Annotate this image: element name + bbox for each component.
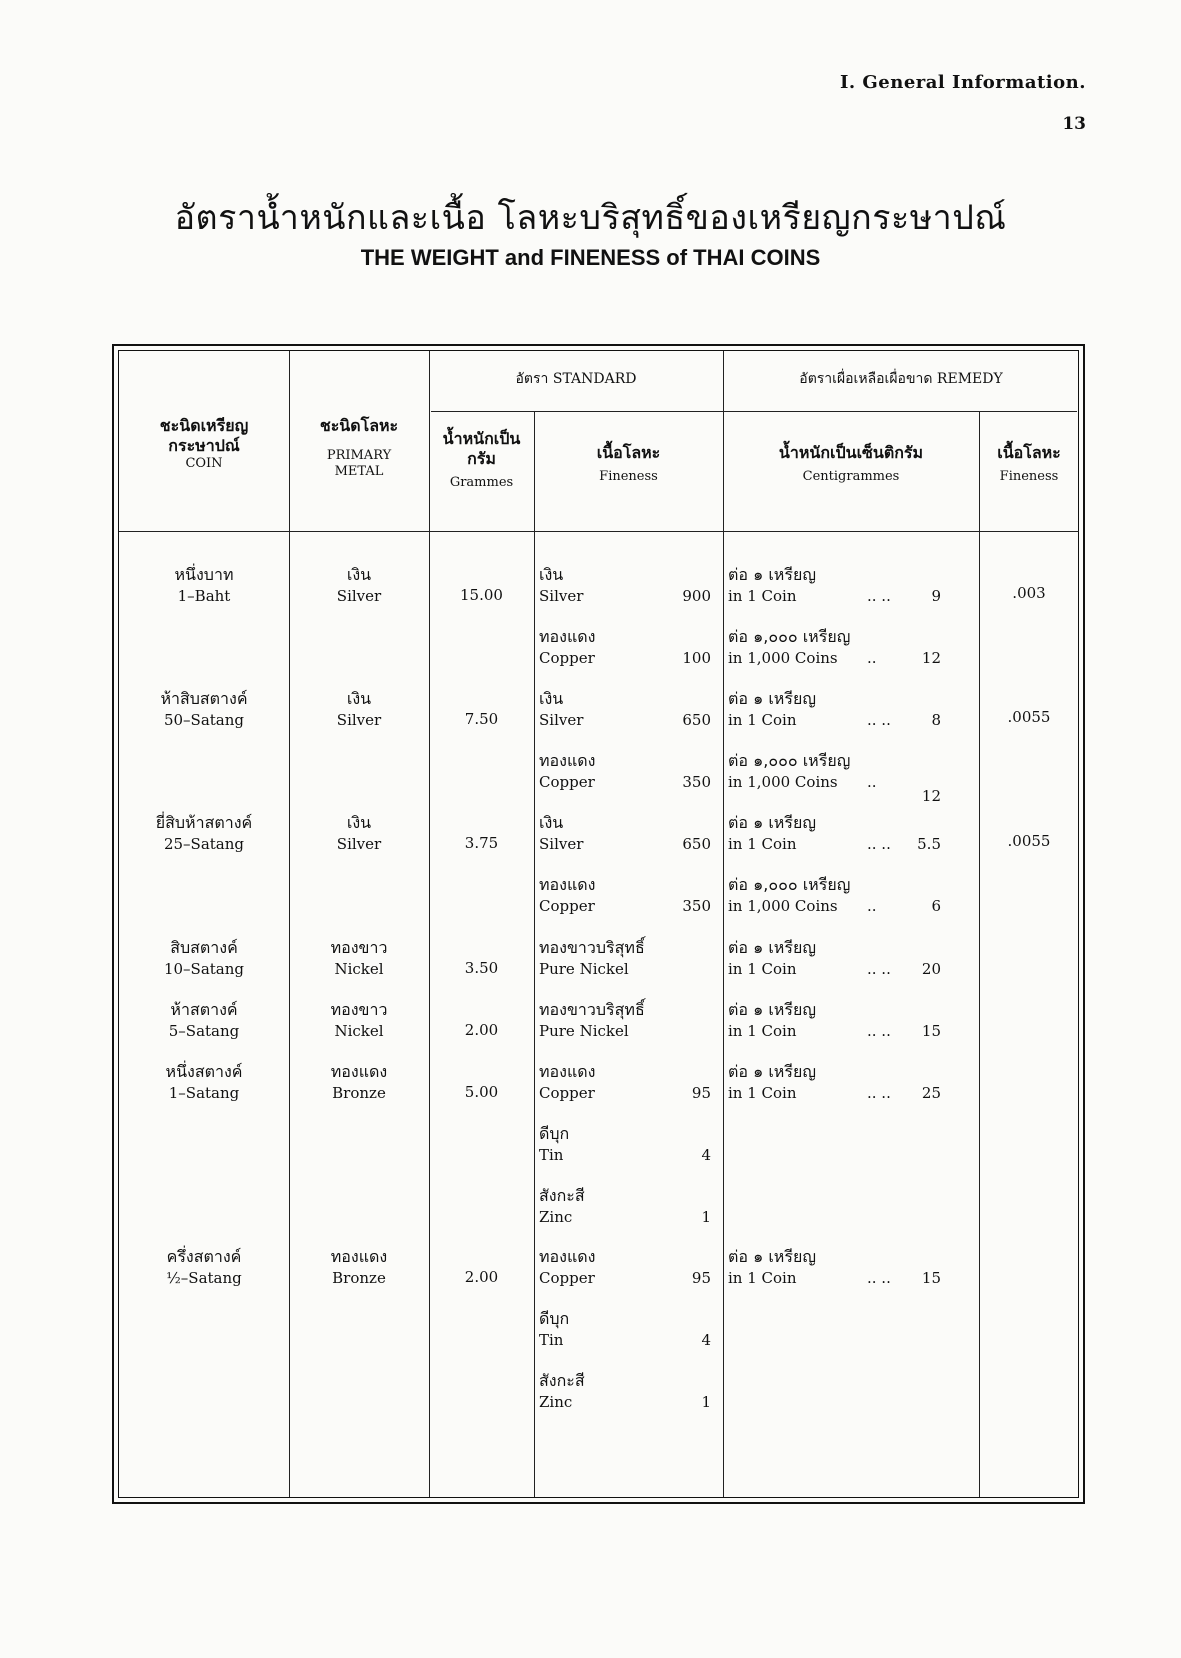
metal-cell <box>289 936 429 981</box>
remedy-fineness-value: .0055 <box>1007 832 1051 850</box>
remedy-entry <box>728 687 878 732</box>
fineness-metal-thai: ทองแดง <box>539 1062 596 1081</box>
fineness-entry <box>539 936 689 981</box>
remedy-weight-value: 20 <box>921 960 941 978</box>
remedy-entry <box>728 1245 878 1290</box>
coin-header: COIN <box>185 456 223 471</box>
standard-header: อัตรา STANDARD <box>515 371 637 387</box>
table-row <box>119 1060 289 1105</box>
rem-fineness-header: Fineness <box>999 469 1059 484</box>
fineness-metal: Silver <box>539 587 584 606</box>
remedy-per-thai: ต่อ ๑ เหรียญ <box>728 1247 816 1266</box>
remedy-weight-value: 8 <box>931 711 941 729</box>
fineness-metal: Copper <box>539 773 595 792</box>
fineness-value: 100 <box>682 649 711 667</box>
metal-cell <box>289 811 429 856</box>
table-row <box>119 687 289 732</box>
leader-dots: .. .. <box>867 711 891 729</box>
metal-name: Nickel <box>334 1022 384 1041</box>
coin-name: 1–Satang <box>168 1084 240 1103</box>
fineness-metal-thai: ทองแดง <box>539 1247 596 1266</box>
remedy-per: in 1,000 Coins <box>728 649 838 668</box>
fineness-metal-thai: ทองแดง <box>539 875 596 894</box>
remedy-per-thai: ต่อ ๑ เหรียญ <box>728 938 816 957</box>
fineness-metal: Zinc <box>539 1393 573 1412</box>
metal-name: Bronze <box>332 1084 386 1103</box>
fineness-metal: Copper <box>539 897 595 916</box>
metal-thai: ทองขาว <box>330 1000 388 1019</box>
coin-header-thai: ชะนิดเหรียญ กระษาปณ์ <box>159 416 249 455</box>
remedy-weight-value: 5.5 <box>917 835 941 853</box>
rem-weight-header: Centigrammes <box>802 469 900 484</box>
leader-dots: .. .. <box>867 1084 891 1102</box>
remedy-weight-value: 15 <box>921 1022 941 1040</box>
metal-name: Nickel <box>334 960 384 979</box>
fineness-entry <box>539 998 689 1043</box>
fineness-metal-thai: เงิน <box>539 689 564 708</box>
grammes-value: 3.50 <box>464 959 499 977</box>
leader-dots: .. .. <box>867 960 891 978</box>
grammes-value: 2.00 <box>464 1021 499 1039</box>
std-weight-header: Grammes <box>449 475 514 490</box>
fineness-value: 95 <box>691 1084 711 1102</box>
table-row <box>119 563 289 608</box>
remedy-per-thai: ต่อ ๑,๐๐๐ เหรียญ <box>728 627 851 646</box>
fineness-value: 1 <box>701 1208 711 1226</box>
metal-cell <box>289 1060 429 1105</box>
fineness-metal: Pure Nickel <box>539 960 629 979</box>
coin-name: 50–Satang <box>163 711 245 730</box>
fineness-value: 95 <box>691 1269 711 1287</box>
fineness-value: 4 <box>701 1331 711 1349</box>
fineness-value: 1 <box>701 1393 711 1411</box>
coin-name: 10–Satang <box>163 960 245 979</box>
fineness-metal: Copper <box>539 649 595 668</box>
fineness-metal: Pure Nickel <box>539 1022 629 1041</box>
remedy-entry <box>728 811 878 856</box>
fineness-metal-thai: สังกะสี <box>539 1186 585 1205</box>
remedy-fineness-value: .003 <box>1012 584 1046 602</box>
remedy-per-thai: ต่อ ๑ เหรียญ <box>728 565 816 584</box>
remedy-weight-value: 12 <box>921 787 941 805</box>
page-title: THE WEIGHT and FINENESS of THAI COINS <box>360 245 821 270</box>
fineness-metal-thai: ดีบุก <box>539 1309 570 1328</box>
remedy-entry <box>728 625 878 670</box>
leader-dots: .. .. <box>867 835 891 853</box>
metal-name: Silver <box>336 835 382 854</box>
fineness-metal-thai: ดีบุก <box>539 1124 570 1143</box>
fineness-metal: Silver <box>539 711 584 730</box>
remedy-entry <box>728 998 878 1043</box>
grammes-value: 5.00 <box>464 1083 499 1101</box>
metal-thai: ทองแดง <box>330 1062 388 1081</box>
std-fineness-header-thai: เนื้อโลหะ <box>596 443 661 462</box>
remedy-entry <box>728 1060 878 1105</box>
metal-thai: เงิน <box>346 813 372 832</box>
remedy-per-thai: ต่อ ๑,๐๐๐ เหรียญ <box>728 875 851 894</box>
rem-fineness-header-thai: เนื้อโลหะ <box>997 443 1061 462</box>
remedy-per: in 1 Coin <box>728 960 797 979</box>
coin-name-thai: ห้าสตางค์ <box>170 1000 238 1019</box>
rem-weight-header-thai: น้ำหนักเป็นเซ็นติกรัม <box>778 443 924 462</box>
remedy-weight-value: 6 <box>931 897 941 915</box>
fineness-metal: Copper <box>539 1269 595 1288</box>
fineness-metal: Tin <box>539 1146 564 1165</box>
remedy-entry <box>728 563 878 608</box>
fineness-value: 650 <box>682 711 711 729</box>
remedy-per: in 1 Coin <box>728 711 797 730</box>
leader-dots: .. .. <box>867 1269 891 1287</box>
coin-name-thai: หนึ่งสตางค์ <box>165 1062 243 1081</box>
fineness-metal-thai: เงิน <box>539 565 564 584</box>
remedy-per: in 1 Coin <box>728 1084 797 1103</box>
fineness-value: 650 <box>682 835 711 853</box>
metal-cell <box>289 687 429 732</box>
coin-name-thai: ยี่สิบห้าสตางค์ <box>155 813 253 832</box>
remedy-per-thai: ต่อ ๑ เหรียญ <box>728 1062 816 1081</box>
remedy-weight-value: 12 <box>921 649 941 667</box>
fineness-metal: Tin <box>539 1331 564 1350</box>
metal-name: Silver <box>336 587 382 606</box>
metal-cell <box>289 563 429 608</box>
fineness-value: 350 <box>682 897 711 915</box>
remedy-weight-value: 25 <box>921 1084 941 1102</box>
metal-thai: ทองขาว <box>330 938 388 957</box>
grammes-value: 3.75 <box>464 834 499 852</box>
fineness-value: 900 <box>682 587 711 605</box>
coin-name: 25–Satang <box>163 835 245 854</box>
coin-name-thai: ครึ่งสตางค์ <box>166 1247 242 1266</box>
std-weight-header-thai: น้ำหนักเป็น กรัม <box>442 429 521 468</box>
coin-table <box>118 350 1079 1498</box>
remedy-per: in 1 Coin <box>728 1269 797 1288</box>
remedy-per: in 1 Coin <box>728 1022 797 1041</box>
fineness-value: 4 <box>701 1146 711 1164</box>
coin-name: 5–Satang <box>168 1022 240 1041</box>
table-row <box>119 1245 289 1290</box>
remedy-per: in 1 Coin <box>728 587 797 606</box>
table-row <box>119 811 289 856</box>
remedy-per: in 1 Coin <box>728 835 797 854</box>
metal-cell <box>289 1245 429 1290</box>
fineness-metal-thai: ทองแดง <box>539 751 596 770</box>
leader-dots: .. <box>867 773 877 791</box>
metal-thai: ทองแดง <box>330 1247 388 1266</box>
remedy-per: in 1,000 Coins <box>728 897 838 916</box>
fineness-metal-thai: เงิน <box>539 813 564 832</box>
remedy-weight-value: 9 <box>931 587 941 605</box>
coin-name-thai: สิบสตางค์ <box>170 938 238 957</box>
section-heading: I. General Information. <box>839 72 1086 93</box>
leader-dots: .. .. <box>867 587 891 605</box>
fineness-metal-thai: สังกะสี <box>539 1371 585 1390</box>
fineness-metal-thai: ทองขาวบริสุทธิ์ <box>539 938 645 957</box>
leader-dots: .. <box>867 649 877 667</box>
coin-name-thai: หนึ่งบาท <box>174 565 234 584</box>
fineness-value: 350 <box>682 773 711 791</box>
table-row <box>119 936 289 981</box>
page-title-thai: อัตราน้ำหนักและเนื้อ โลหะบริสุทธิ์ของเหรียญกระษาปณ์ <box>174 198 1007 238</box>
fineness-metal-thai: ทองขาวบริสุทธิ์ <box>539 1000 645 1019</box>
remedy-entry <box>728 936 878 981</box>
page-number: 13 <box>1062 114 1086 134</box>
metal-header: PRIMARY METAL <box>326 448 392 480</box>
metal-thai: เงิน <box>346 689 372 708</box>
fineness-metal: Zinc <box>539 1208 573 1227</box>
remedy-header: อัตราเผื่อเหลือเผื่อขาด REMEDY <box>799 371 1003 387</box>
std-fineness-header: Fineness <box>599 469 658 484</box>
metal-thai: เงิน <box>346 565 372 584</box>
coin-name: ½–Satang <box>166 1269 242 1288</box>
metal-name: Silver <box>336 711 382 730</box>
coin-name-thai: ห้าสิบสตางค์ <box>160 689 248 708</box>
remedy-per-thai: ต่อ ๑ เหรียญ <box>728 813 816 832</box>
remedy-per-thai: ต่อ ๑ เหรียญ <box>728 1000 816 1019</box>
remedy-entry <box>728 749 878 794</box>
metal-name: Bronze <box>332 1269 386 1288</box>
leader-dots: .. <box>867 897 877 915</box>
table-row <box>119 998 289 1043</box>
grammes-value: 7.50 <box>464 710 499 728</box>
remedy-per: in 1,000 Coins <box>728 773 838 792</box>
remedy-weight-value: 15 <box>921 1269 941 1287</box>
grammes-value: 15.00 <box>460 586 503 604</box>
metal-header-thai: ชะนิดโลหะ <box>319 416 399 435</box>
leader-dots: .. .. <box>867 1022 891 1040</box>
remedy-entry <box>728 873 878 918</box>
grammes-value: 2.00 <box>464 1268 499 1286</box>
remedy-fineness-value: .0055 <box>1007 708 1051 726</box>
fineness-metal: Silver <box>539 835 584 854</box>
fineness-metal: Copper <box>539 1084 595 1103</box>
fineness-metal-thai: ทองแดง <box>539 627 596 646</box>
remedy-per-thai: ต่อ ๑ เหรียญ <box>728 689 816 708</box>
remedy-per-thai: ต่อ ๑,๐๐๐ เหรียญ <box>728 751 851 770</box>
coin-name: 1–Baht <box>177 587 231 606</box>
metal-cell <box>289 998 429 1043</box>
